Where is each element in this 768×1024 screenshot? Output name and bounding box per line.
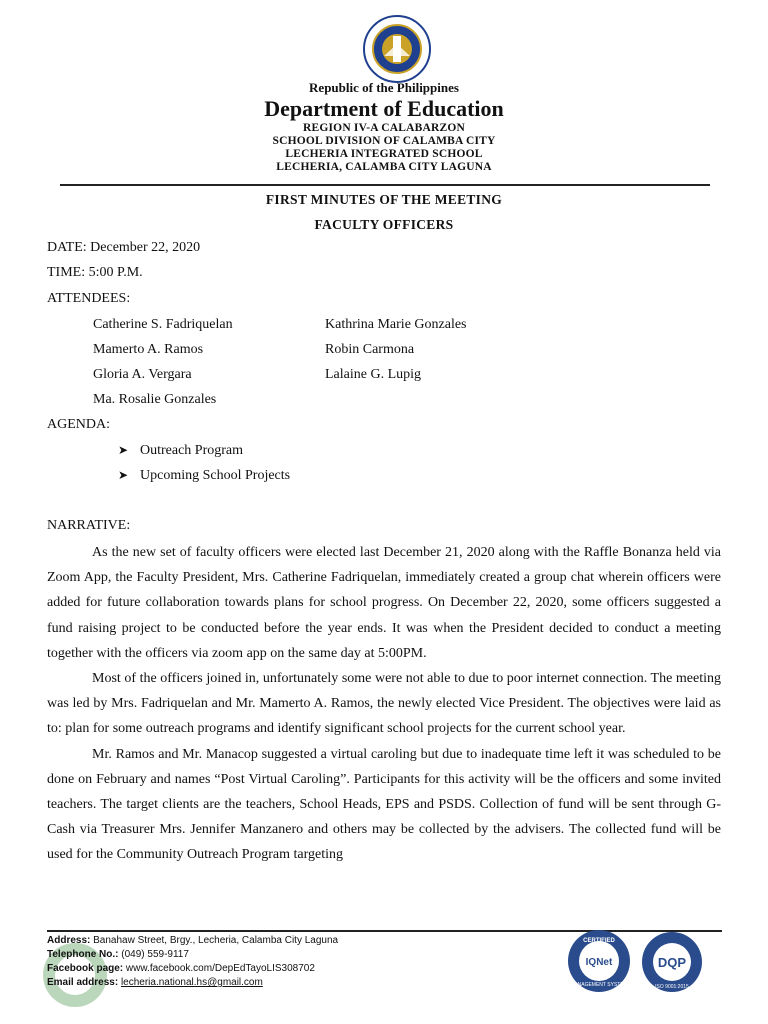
document-title: FIRST MINUTES OF THE MEETING	[265, 192, 503, 207]
footer-facebook	[47, 963, 315, 974]
attendee-name: Robin Carmona	[325, 342, 415, 357]
meeting-time: TIME: 5:00 P.M.	[47, 265, 143, 280]
address-value: Banahaw Street, Brgy., Lecheria, Calamba City Laguna	[93, 935, 339, 946]
region-line: REGION IV-A CALABARZON	[302, 122, 465, 134]
dqp-label: DQP	[657, 955, 687, 970]
facebook-link[interactable]: www.facebook.com/DepEdTayoLIS308702	[125, 963, 315, 974]
cert-sub: MANAGEMENT SYSTEM	[570, 982, 628, 988]
footer-phone	[47, 949, 189, 960]
attendee-name: Mamerto A. Ramos	[93, 342, 204, 357]
attendees-label: ATTENDEES:	[47, 291, 131, 306]
address-label: Address:	[47, 935, 91, 946]
agenda-item	[118, 443, 243, 459]
division-line: SCHOOL DIVISION OF CALAMBA CITY	[272, 135, 496, 147]
phone-value: (049) 559-9117	[121, 949, 189, 960]
department-heading: Department of Education	[264, 96, 504, 121]
arrow-bullet-icon: ➤	[118, 443, 129, 457]
agenda-item-text: Outreach Program	[140, 443, 244, 458]
narrative-paragraph: Most of the officers joined in, unfortunately some were not able to due to poor internet connection. The meeting was led by Mrs. Fadriquelan and Mr. Mamerto A. Ramos, the newly elected Vice President. The objectives were laid as to: plan for some outreach programs and identify significant school projects for the current school year.	[47, 671, 721, 737]
meeting-date: DATE: December 22, 2020	[47, 240, 201, 255]
republic-heading: Republic of the Philippines	[309, 80, 459, 95]
cert-label: CERTIFIED	[583, 938, 615, 944]
attendee-name: Catherine S. Fadriquelan	[93, 317, 233, 332]
school-line: LECHERIA INTEGRATED SCHOOL	[285, 148, 483, 160]
narrative-paragraph: Mr. Ramos and Mr. Manacop suggested a virtual caroling but due to inadequate time left it was scheduled to be done on February and names “Post Virtual Caroling”. Participants for this activity will be the officers and some invited teachers. The target clients are the teachers, School Heads, EPS and PSDS. Collection of fund will be sent through G-Cash via Treasurer Mrs. Jennifer Manzanero and others may be collected by the advisers. The collected fund will be used for the Community Outreach Program targeting	[47, 746, 721, 863]
agenda-item	[118, 468, 290, 484]
attendee-name: Gloria A. Vergara	[93, 367, 192, 382]
dqp-sub: ISO 9001:2015	[655, 984, 689, 990]
header-divider	[60, 184, 710, 186]
email-link[interactable]: lecheria.national.hs@gmail.com	[120, 977, 263, 988]
narrative-body	[47, 540, 721, 868]
agenda-label: AGENDA:	[47, 417, 110, 432]
facebook-label: Facebook page:	[47, 963, 124, 974]
document-subtitle: FACULTY OFFICERS	[314, 217, 454, 232]
attendee-name: Lalaine G. Lupig	[325, 367, 422, 382]
attendee-name: Ma. Rosalie Gonzales	[93, 392, 217, 407]
narrative-label: NARRATIVE:	[47, 518, 131, 533]
address-line: LECHERIA, CALAMBA CITY LAGUNA	[276, 161, 492, 173]
narrative-paragraph: As the new set of faculty officers were elected last December 21, 2020 along with the Raffle Bonanza held via Zoom App, the Faculty President, Mrs. Catherine Fadriquelan, immediately created a group chat wherein officers were added for future collaboration towards plans for school progress. On December 22, 2020, some officers suggested a fund raising project to be conducted before the year ends. It was when the President decided to conduct a meeting together with the officers via zoom app on the same day at 5:00PM.	[47, 545, 721, 661]
footer-address	[47, 935, 338, 946]
agenda-item-text: Upcoming School Projects	[140, 468, 291, 483]
iqnet-certified-logo	[566, 928, 632, 994]
arrow-bullet-icon: ➤	[118, 468, 129, 482]
email-label: Email address:	[47, 977, 119, 988]
deped-seal-logo	[362, 14, 432, 84]
dqp-iso-logo	[640, 930, 704, 994]
cert-brand: IQNet	[585, 957, 613, 968]
phone-label: Telephone No.:	[47, 949, 119, 960]
footer-email	[47, 977, 263, 988]
attendee-name: Kathrina Marie Gonzales	[325, 317, 467, 332]
